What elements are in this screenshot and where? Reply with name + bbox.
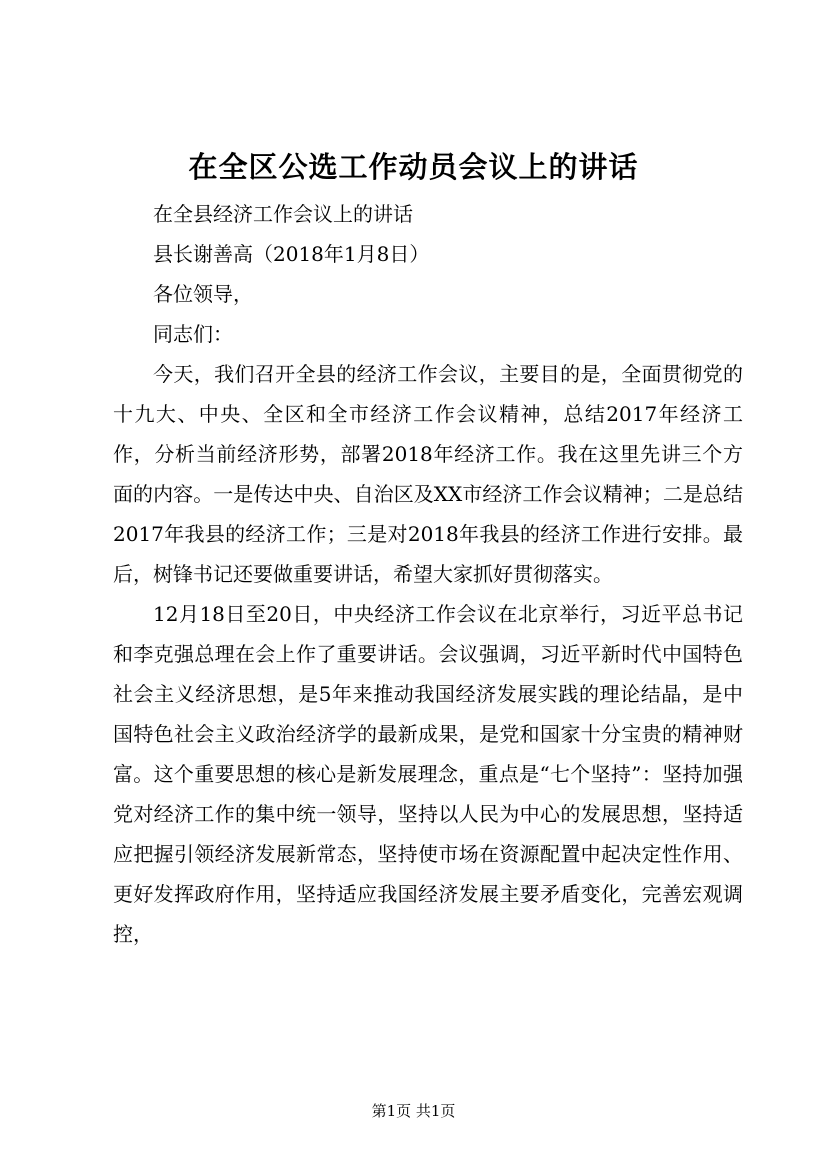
document-title: 在全区公选工作动员会议上的讲话 bbox=[188, 150, 639, 184]
document-body bbox=[113, 194, 743, 954]
paragraph-body: 今天，我们召开全县的经济工作会议，主要目的是，全面贯彻党的十九大、中央、全区和全市经济工作会议精神，总结2017年经济工作，分析当前经济形势，部署2018年经济工作。我在这里先讲三个方面的内容。一是传达中央、自治区及XX市经济工作会议精神；二是总结2017年我县的经济工作；三是对2018年我县的经济工作进行安排。最后，树锋书记还要做重要讲话，希望大家抓好贯彻落实。 bbox=[113, 362, 743, 586]
page-number-footer: 第1页 共1页 bbox=[371, 1102, 456, 1120]
paragraph-salutation-leaders: 各位领导， bbox=[153, 282, 253, 306]
paragraph-body: 12月18日至20日，中央经济工作会议在北京举行，习近平总书记和李克强总理在会上作了重要讲话。会议强调，习近平新时代中国特色社会主义经济思想，是5年来推动我国经济发展实践的理论结晶，是中国特色社会主义政治经济学的最新成果，是党和国家十分宝贵的精神财富。这个重要思想的核心是新发展理念，重点是“七个坚持”：坚持加强党对经济工作的集中统一领导，坚持以人民为中心的发展思想，坚持适应把握引领经济发展新常态，坚持使市场在资源配置中起决定性作用、更好发挥政府作用，坚持适应我国经济发展主要矛盾变化，完善宏观调控， bbox=[113, 602, 743, 946]
paragraph-salutation-comrades: 同志们： bbox=[153, 322, 233, 346]
paragraph-speaker: 县长谢善高（2018年1月8日） bbox=[153, 242, 430, 266]
paragraph-subtitle: 在全县经济工作会议上的讲话 bbox=[153, 202, 413, 226]
